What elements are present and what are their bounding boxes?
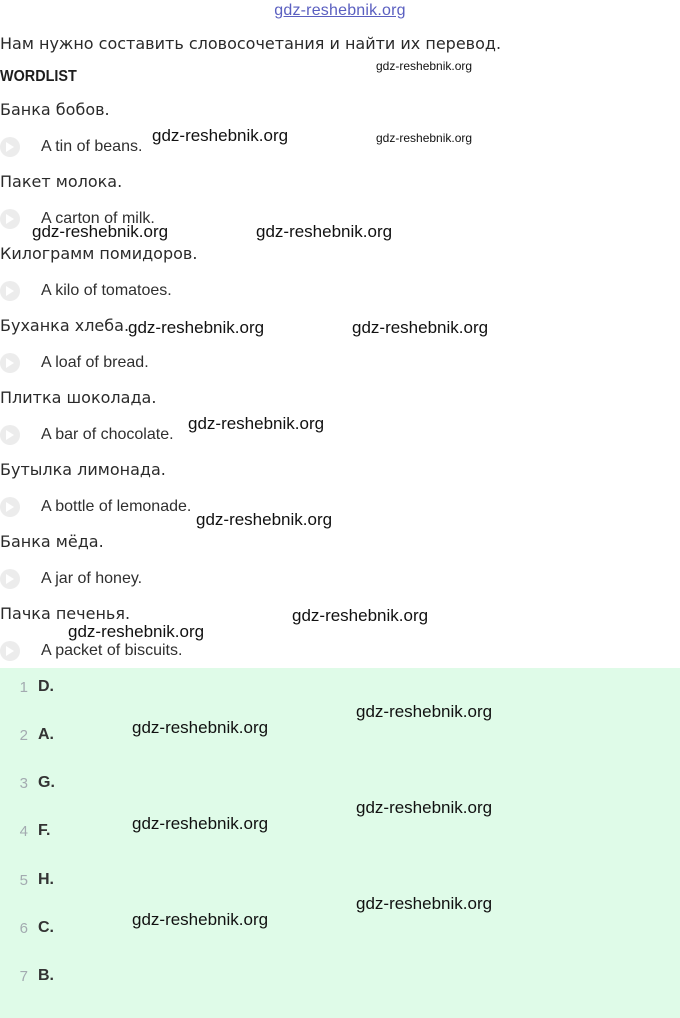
watermark: gdz-reshebnik.org	[152, 126, 289, 145]
watermark: gdz-reshebnik.org	[68, 622, 205, 641]
answer-letter: F.	[38, 822, 51, 839]
watermark: gdz-reshebnik.org	[376, 131, 473, 145]
wordlist-russian-phrase: Банка бобов.	[0, 100, 110, 119]
watermark: gdz-reshebnik.org	[356, 702, 493, 721]
wordlist-english-phrase: A tin of beans.	[41, 138, 143, 155]
answer-number: 3	[19, 774, 28, 792]
answer-number: 6	[19, 919, 28, 937]
play-audio-icon[interactable]	[0, 281, 20, 301]
watermark: gdz-reshebnik.org	[132, 718, 269, 737]
wordlist-english-phrase: A carton of milk.	[41, 210, 155, 227]
answer-letter: A.	[38, 726, 54, 743]
answer-number: 4	[19, 822, 28, 840]
wordlist-russian-phrase: Пакет молока.	[0, 172, 123, 191]
watermark: gdz-reshebnik.org	[356, 894, 493, 913]
wordlist-english-phrase: A kilo of tomatoes.	[41, 282, 172, 299]
answer-row	[0, 965, 54, 987]
wordlist-item	[0, 496, 191, 518]
watermark: gdz-reshebnik.org	[128, 318, 265, 337]
wordlist-russian-phrase: Пачка печенья.	[0, 604, 131, 623]
wordlist-item	[0, 640, 182, 662]
wordlist-item	[0, 568, 142, 590]
wordlist-russian-phrase: Плитка шоколада.	[0, 388, 157, 407]
play-audio-icon[interactable]	[0, 137, 20, 157]
task-instructions: Нам нужно составить словосочетания и найти их перевод.	[0, 34, 502, 53]
answer-row	[0, 676, 54, 698]
answers-panel	[0, 668, 680, 1018]
watermark: gdz-reshebnik.org	[256, 222, 393, 241]
wordlist-english-phrase: A loaf of bread.	[41, 354, 149, 371]
answer-number: 5	[19, 871, 28, 889]
play-audio-icon[interactable]	[0, 209, 20, 229]
answer-letter: G.	[38, 774, 55, 791]
wordlist-russian-phrase: Килограмм помидоров.	[0, 244, 198, 263]
watermark: gdz-reshebnik.org	[132, 814, 269, 833]
play-audio-icon[interactable]	[0, 497, 20, 517]
wordlist-russian-phrase: Банка мёда.	[0, 532, 104, 551]
wordlist-item	[0, 208, 155, 230]
wordlist-item	[0, 136, 142, 158]
site-header-link[interactable]: gdz-reshebnik.org	[274, 2, 406, 19]
answer-row	[0, 869, 54, 891]
wordlist-russian-phrase: Буханка хлеба.	[0, 316, 130, 335]
answer-letter: H.	[38, 871, 54, 888]
wordlist-item	[0, 352, 149, 374]
play-audio-icon[interactable]	[0, 641, 20, 661]
answer-number: 2	[19, 726, 28, 744]
wordlist-english-phrase: A jar of honey.	[41, 570, 143, 587]
watermark: gdz-reshebnik.org	[352, 318, 489, 337]
answer-letter: B.	[38, 967, 54, 984]
answer-letter: C.	[38, 919, 54, 936]
answer-number: 1	[19, 678, 28, 696]
answer-letter: D.	[38, 678, 54, 695]
answer-row	[0, 724, 54, 746]
watermark: gdz-reshebnik.org	[292, 606, 429, 625]
play-audio-icon[interactable]	[0, 569, 20, 589]
wordlist-english-phrase: A bottle of lemonade.	[41, 498, 192, 515]
answer-row	[0, 917, 54, 939]
watermark: gdz-reshebnik.org	[376, 59, 473, 73]
play-audio-icon[interactable]	[0, 353, 20, 373]
answer-row	[0, 820, 50, 842]
watermark: gdz-reshebnik.org	[188, 414, 325, 433]
wordlist-english-phrase: A packet of biscuits.	[41, 642, 183, 659]
watermark: gdz-reshebnik.org	[196, 510, 333, 529]
play-audio-icon[interactable]	[0, 425, 20, 445]
wordlist-heading: WORDLIST	[0, 68, 77, 85]
wordlist-russian-phrase: Бутылка лимонада.	[0, 460, 166, 479]
wordlist-item	[0, 280, 172, 302]
wordlist-item	[0, 424, 174, 446]
answer-row	[0, 772, 55, 794]
answer-number: 7	[19, 967, 28, 985]
watermark: gdz-reshebnik.org	[132, 910, 269, 929]
watermark: gdz-reshebnik.org	[356, 798, 493, 817]
wordlist-english-phrase: A bar of chocolate.	[41, 426, 174, 443]
watermark: gdz-reshebnik.org	[32, 222, 169, 241]
